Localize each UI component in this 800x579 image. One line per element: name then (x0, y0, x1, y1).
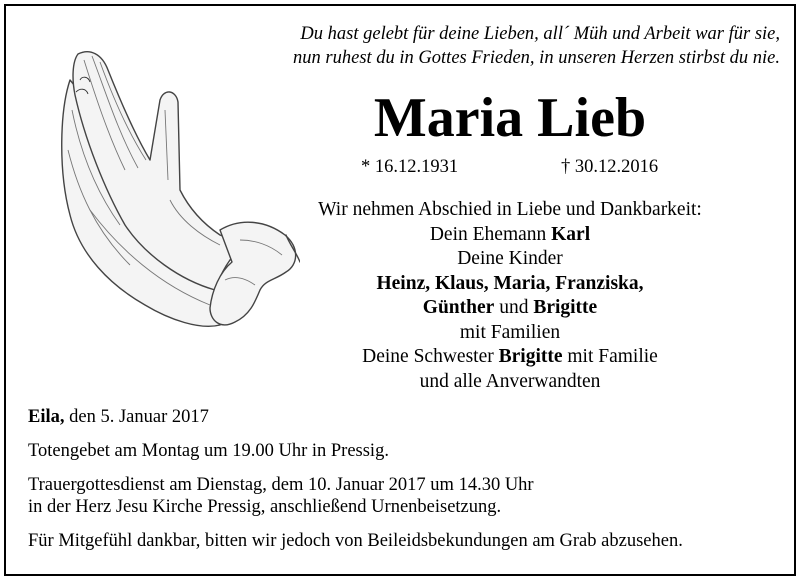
children-and: und (494, 297, 534, 318)
husband-prefix: Dein Ehemann (429, 223, 552, 245)
children-label: Deine Kinder (457, 248, 563, 269)
sister-prefix: Deine Schwester (362, 346, 499, 367)
birth-date: * 16.12.1931 (361, 157, 459, 177)
husband-line (290, 223, 730, 248)
sister-line (290, 345, 730, 370)
relatives-line: und alle Anverwandten (419, 370, 601, 392)
condolence-note: Für Mitgefühl dankbar, bitten wir jedoch von Beileidsbekundungen am Grab abzusehen. (28, 531, 683, 551)
husband-name: Karl (551, 223, 591, 245)
service-line-1: Trauergottesdienst am Dienstag, dem 10. Januar 2017 um 14.30 Uhr (28, 475, 534, 495)
death-date: † 30.12.2016 (561, 157, 659, 177)
verse-line-1: Du hast gelebt für deine Lieben, all´ Müh und Arbeit war für sie, (300, 24, 780, 44)
mourners-block (290, 198, 730, 394)
child-name-brigitte: Brigitte (533, 297, 598, 318)
place: Eila, (28, 407, 65, 427)
sister-suffix: mit Familie (562, 346, 658, 367)
praying-hands-icon (50, 40, 300, 350)
child-name-guenther: Günther (422, 297, 495, 318)
prayer-info: Totengebet am Montag um 19.00 Uhr in Pressig. (28, 441, 389, 461)
notice-footer (28, 406, 788, 564)
children-names-line-1: Heinz, Klaus, Maria, Franziska, (376, 272, 644, 294)
deceased-name: Maria Lieb (373, 87, 647, 149)
service-line-2: in der Herz Jesu Kirche Pressig, anschließend Urnenbeisetzung. (28, 497, 502, 517)
sister-name: Brigitte (498, 346, 563, 367)
with-families: mit Familien (459, 321, 561, 343)
children-names-line-2 (290, 296, 730, 321)
farewell-intro: Wir nehmen Abschied in Liebe und Dankbarkeit: (318, 199, 702, 220)
place-date-line (28, 406, 788, 428)
notice-date: den 5. Januar 2017 (64, 407, 209, 427)
service-info (28, 474, 788, 518)
verse-line-2: nun ruhest du in Gottes Frieden, in unseren Herzen stirbst du nie. (293, 48, 780, 68)
